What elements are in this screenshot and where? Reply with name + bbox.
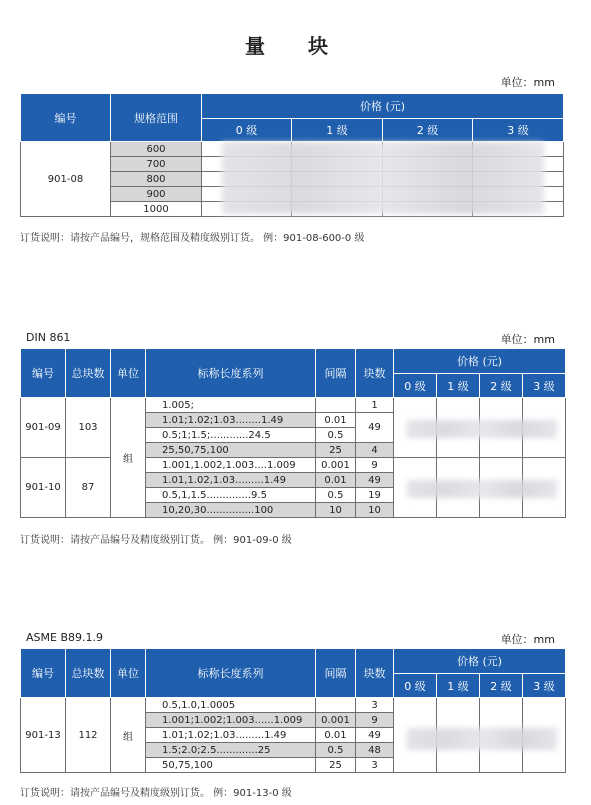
page-title: 量 块 <box>245 34 346 58</box>
order-note-1: 订货说明：请按产品编号，规格范围及精度级别订货。 例：901-08-600-0 级 <box>20 233 365 244</box>
interval-cell: 25 <box>316 443 356 458</box>
unit-label-2: 单位：mm <box>500 333 555 346</box>
header-unit: 单位 <box>111 349 146 398</box>
series-cell: 1.5;2.0;2.5.............25 <box>146 743 316 758</box>
header-grade-0: 0 级 <box>394 674 437 698</box>
code-cell: 901-08 <box>21 142 111 217</box>
header-grade-2: 2 级 <box>383 119 473 142</box>
count-cell: 3 <box>356 758 394 773</box>
series-cell: 0.5;1;1.5;............24.5 <box>146 428 316 443</box>
header-code: 编号 <box>21 94 111 142</box>
series-cell: 1.001,1.002,1.003....1.009 <box>146 458 316 473</box>
interval-cell <box>316 698 356 713</box>
series-cell: 0.5,1.0,1.0005 <box>146 698 316 713</box>
series-cell: 1.01;1.02;1.03.........1.49 <box>146 728 316 743</box>
header-price: 价格 (元) <box>202 94 564 119</box>
order-note-2: 订货说明：请按产品编号及精度级别订货。 例：901-09-0 级 <box>20 535 292 546</box>
table-row <box>21 398 566 413</box>
redacted-price-area <box>407 420 557 438</box>
total-cell: 103 <box>66 398 111 458</box>
header-grade-3: 3 级 <box>473 119 564 142</box>
range-cell: 800 <box>111 172 202 187</box>
header-price: 价格 (元) <box>394 349 566 374</box>
order-note-3: 订货说明：请按产品编号及精度级别订货。 例：901-13-0 级 <box>20 788 292 799</box>
redacted-price-area <box>222 142 544 214</box>
code-cell: 901-10 <box>21 458 66 518</box>
header-grade-3: 3 级 <box>523 374 566 398</box>
header-grade-0: 0 级 <box>202 119 292 142</box>
count-cell: 9 <box>356 713 394 728</box>
header-grade-1: 1 级 <box>437 674 480 698</box>
header-range: 规格范围 <box>111 94 202 142</box>
count-cell: 48 <box>356 743 394 758</box>
header-unit: 单位 <box>111 649 146 698</box>
redacted-price-area <box>407 480 557 498</box>
header-grade-2: 2 级 <box>480 374 523 398</box>
redacted-price-area <box>407 728 557 750</box>
count-cell: 4 <box>356 443 394 458</box>
count-cell: 49 <box>356 473 394 488</box>
count-cell: 49 <box>356 728 394 743</box>
series-cell: 1.01,1.02,1.03.........1.49 <box>146 473 316 488</box>
interval-cell: 0.01 <box>316 728 356 743</box>
unit-label-3: 单位：mm <box>500 633 555 646</box>
series-cell: 25,50,75,100 <box>146 443 316 458</box>
series-cell: 0.5,1,1.5..............9.5 <box>146 488 316 503</box>
table-row <box>21 458 566 473</box>
range-cell: 1000 <box>111 202 202 217</box>
header-total: 总块数 <box>66 649 111 698</box>
interval-cell: 0.5 <box>316 743 356 758</box>
count-cell: 19 <box>356 488 394 503</box>
interval-cell: 10 <box>316 503 356 518</box>
count-cell: 49 <box>356 413 394 443</box>
header-code: 编号 <box>21 349 66 398</box>
unit-label-1: 单位：mm <box>500 76 555 89</box>
unit-cell: 组 <box>111 398 146 518</box>
standard-label-asme: ASME B89.1.9 <box>26 631 103 644</box>
interval-cell: 0.001 <box>316 458 356 473</box>
range-cell: 700 <box>111 157 202 172</box>
header-count: 块数 <box>356 649 394 698</box>
header-price: 价格 (元) <box>394 649 566 674</box>
series-cell: 1.01;1.02;1.03........1.49 <box>146 413 316 428</box>
header-grade-1: 1 级 <box>437 374 480 398</box>
series-cell: 10,20,30...............100 <box>146 503 316 518</box>
interval-cell: 0.001 <box>316 713 356 728</box>
interval-cell: 0.5 <box>316 488 356 503</box>
header-grade-2: 2 级 <box>480 674 523 698</box>
count-cell: 9 <box>356 458 394 473</box>
header-grade-1: 1 级 <box>292 119 383 142</box>
header-series: 标称长度系列 <box>146 649 316 698</box>
interval-cell: 0.01 <box>316 473 356 488</box>
header-code: 编号 <box>21 649 66 698</box>
range-cell: 900 <box>111 187 202 202</box>
header-count: 块数 <box>356 349 394 398</box>
interval-cell <box>316 398 356 413</box>
series-cell: 1.001;1.002;1.003......1.009 <box>146 713 316 728</box>
header-grade-3: 3 级 <box>523 674 566 698</box>
header-grade-0: 0 级 <box>394 374 437 398</box>
header-total: 总块数 <box>66 349 111 398</box>
total-cell: 112 <box>66 698 111 773</box>
total-cell: 87 <box>66 458 111 518</box>
table-row <box>21 698 566 713</box>
unit-cell: 组 <box>111 698 146 773</box>
code-cell: 901-09 <box>21 398 66 458</box>
interval-cell: 25 <box>316 758 356 773</box>
header-interval: 间隔 <box>316 349 356 398</box>
count-cell: 10 <box>356 503 394 518</box>
interval-cell: 0.01 <box>316 413 356 428</box>
range-cell: 600 <box>111 142 202 157</box>
header-series: 标称长度系列 <box>146 349 316 398</box>
interval-cell: 0.5 <box>316 428 356 443</box>
series-cell: 50,75,100 <box>146 758 316 773</box>
standard-label-din: DIN 861 <box>26 331 71 344</box>
count-cell: 1 <box>356 398 394 413</box>
count-cell: 3 <box>356 698 394 713</box>
code-cell: 901-13 <box>21 698 66 773</box>
series-cell: 1.005; <box>146 398 316 413</box>
table-gauge-block-sets-asme <box>20 648 566 773</box>
header-interval: 间隔 <box>316 649 356 698</box>
